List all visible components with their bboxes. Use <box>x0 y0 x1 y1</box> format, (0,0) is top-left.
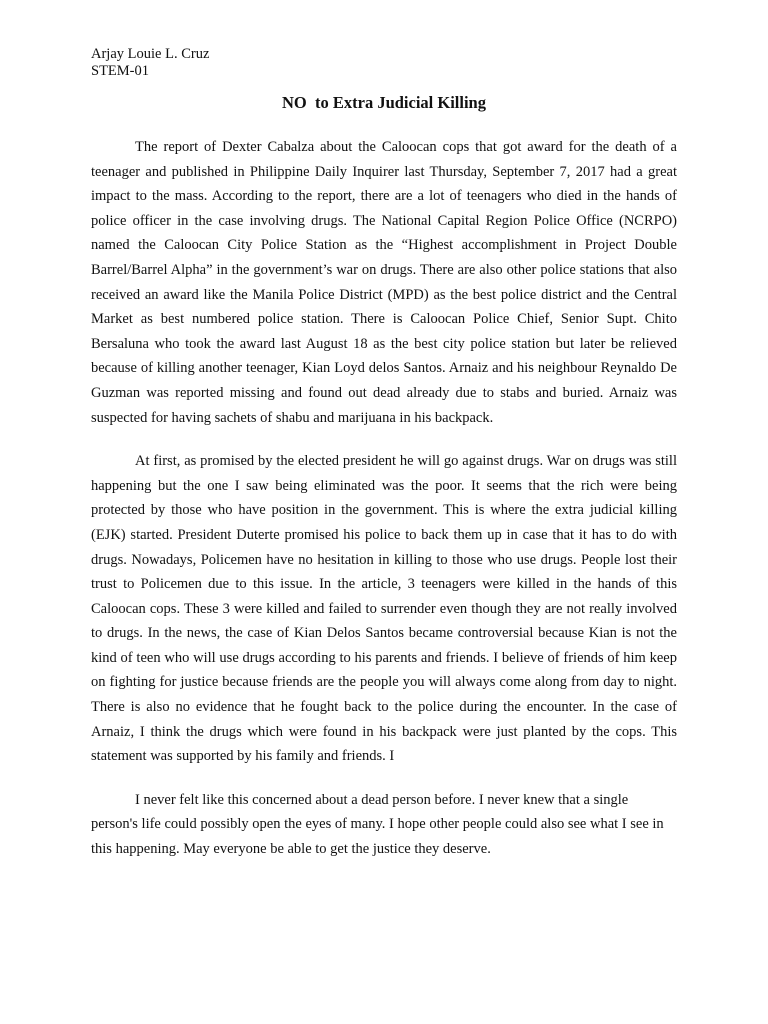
paragraph-1: The report of Dexter Cabalza about the Caloocan cops that got award for the death of a teenager and published in Philippine Daily Inquirer last Thursday, September 7, 2017 had a great impact to the mass. According to the report, there are a lot of teenagers who died in the hands of police officer in the case involving drugs. The National Capital Region Police Office (NCRPO) named the Caloocan City Police Station as the “Highest accomplishment in Project Double Barrel/Barrel Alpha” in the government’s war on drugs. There are also other police stations that also received an award like the Manila Police District (MPD) as the best police district and the Central Market as best numbered police station. There is Caloocan Police Chief, Senior Supt. Chito Bersaluna who took the award last August 18 as the best city police station but later be relieved because of killing another teenager, Kian Loyd delos Santos. Arnaiz and his neighbour Reynaldo De Guzman was reported missing and found out dead already due to stabs and buried. Arnaiz was suspected for having sachets of shabu and marijuana in his backpack. <box>91 139 677 426</box>
class-section: STEM-01 <box>91 63 149 79</box>
paragraph-3: I never felt like this concerned about a dead person before. I never knew that a single person's life could possibly open the eyes of many. I hope other people could also see what I see in this happening. May everyone be able to get the justice they deserve. <box>91 791 664 858</box>
paragraph-2: At first, as promised by the elected president he will go against drugs. War on drugs was still happening but the one I saw being eliminated was the poor. It seems that the rich were being protected by those who have position in the government. This is where the extra judicial killing (EJK) started. President Duterte promised his police to back them up in case that it has to do with drugs. Nowadays, Policemen have no hesitation in killing to those who use drugs. People lost their trust to Policemen due to this issue. In the article, 3 teenagers were killed in the hands of this Caloocan cops. These 3 were killed and failed to surrender even though they are not really involved to drugs. In the news, the case of Kian Delos Santos became controversial because Kian is not the kind of teen who will use drugs according to his parents and friends. I believe of friends of him keep on fighting for justice because friends are the people you will always come along from day to night. There is also no evidence that he fought back to the police during the encounter. In the case of Arnaiz, I think the drugs which were found in his backpack were just planted by the cops. This statement was supported by his family and friends. I <box>91 453 677 765</box>
essay-body <box>91 135 677 881</box>
author-name: Arjay Louie L. Cruz <box>91 46 210 62</box>
essay-title: NO to Extra Judicial Killing <box>282 93 486 112</box>
author-header <box>91 46 209 80</box>
